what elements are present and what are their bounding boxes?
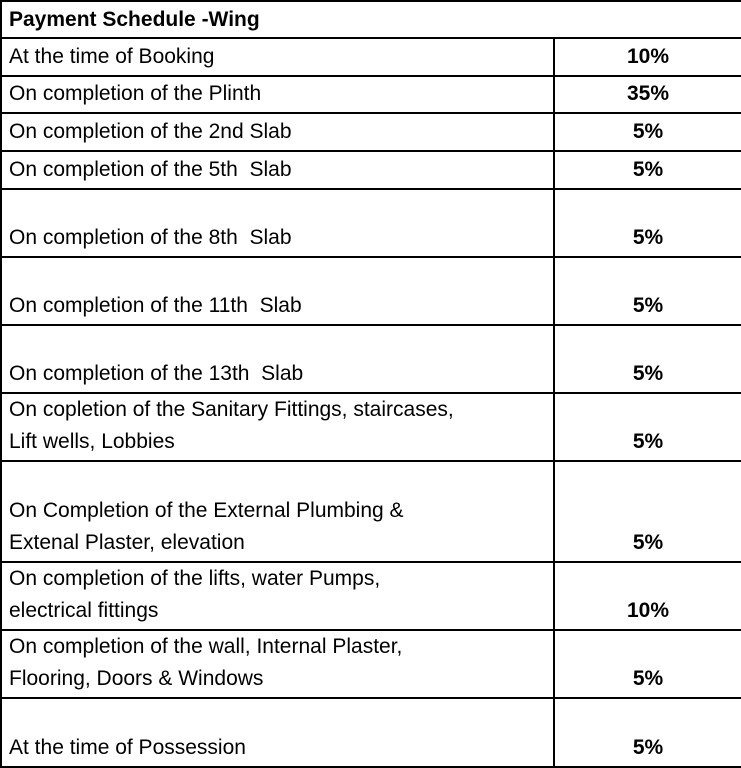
table-row	[1, 151, 741, 189]
table-title: Payment Schedule -Wing	[1, 1, 741, 38]
table-row	[1, 393, 741, 461]
stage-cell: On completion of the wall, Internal Plaster, Flooring, Doors & Windows	[1, 630, 554, 698]
stage-cell: At the time of Possession	[1, 698, 554, 767]
table-row	[1, 257, 741, 325]
amount-cell: 10%	[554, 38, 741, 76]
table-row	[1, 76, 741, 113]
stage-cell: On copletion of the Sanitary Fittings, staircases, Lift wells, Lobbies	[1, 393, 554, 461]
stage-cell: At the time of Booking	[1, 38, 554, 76]
stage-cell: On completion of the lifts, water Pumps, electrical fittings	[1, 562, 554, 630]
table-row	[1, 562, 741, 630]
table-row	[1, 461, 741, 562]
amount-cell: 5%	[554, 630, 741, 698]
table-row	[1, 113, 741, 151]
stage-cell: On completion of the 8th Slab	[1, 189, 554, 257]
amount-cell: 5%	[554, 257, 741, 325]
stage-cell: On Completion of the External Plumbing & Extenal Plaster, elevation	[1, 461, 554, 562]
table-row	[1, 38, 741, 76]
stage-cell: On completion of the 2nd Slab	[1, 113, 554, 151]
table-row	[1, 189, 741, 257]
amount-cell: 5%	[554, 113, 741, 151]
table-row	[1, 325, 741, 393]
amount-cell: 5%	[554, 189, 741, 257]
table-row	[1, 698, 741, 767]
amount-cell: 10%	[554, 562, 741, 630]
stage-cell: On completion of the 11th Slab	[1, 257, 554, 325]
amount-cell: 5%	[554, 393, 741, 461]
amount-cell: 5%	[554, 461, 741, 562]
stage-cell: On completion of the Plinth	[1, 76, 554, 113]
amount-cell: 5%	[554, 698, 741, 767]
amount-cell: 5%	[554, 325, 741, 393]
stage-cell: On completion of the 5th Slab	[1, 151, 554, 189]
amount-cell: 5%	[554, 151, 741, 189]
table-header-row	[1, 1, 741, 38]
stage-cell: On completion of the 13th Slab	[1, 325, 554, 393]
amount-cell: 35%	[554, 76, 741, 113]
table-row	[1, 630, 741, 698]
